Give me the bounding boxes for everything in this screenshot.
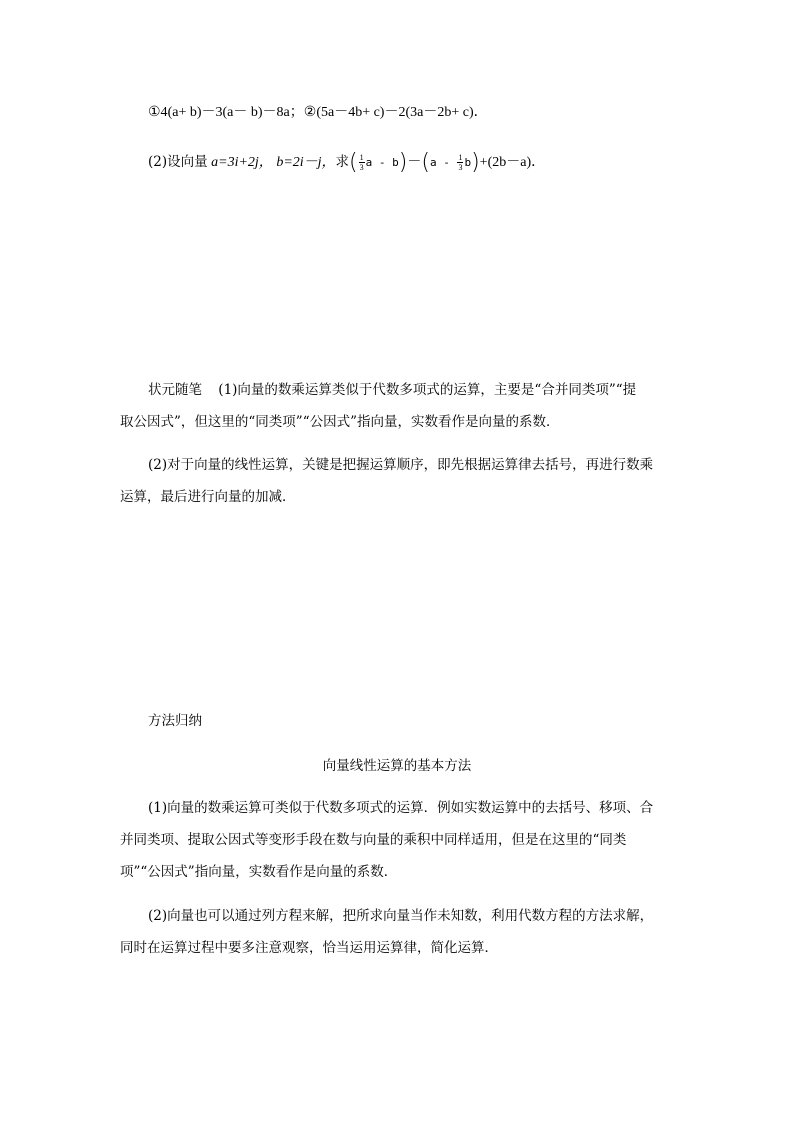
expression-a-minus: a - — [429, 156, 457, 169]
fraction-one-third-2 — [457, 153, 463, 172]
right-paren-2: ) — [471, 149, 480, 175]
expression-2: (5a－4b+ c)－2(3a－2b+ c) — [316, 105, 474, 120]
exercise-line-1 — [148, 103, 488, 123]
left-paren-2: ( — [421, 149, 430, 175]
tip-p2-line2: 运算，最后进行向量的加减． — [120, 489, 296, 505]
fraction-numerator: 1 — [359, 153, 364, 163]
expression-1: (a+ b)－3(a－ b)－8a — [167, 105, 290, 120]
left-paren-1: ( — [349, 149, 358, 175]
fraction-denominator: 3 — [359, 163, 364, 173]
question-label: (2)设向量 — [148, 154, 208, 170]
fraction-denominator: 3 — [458, 163, 463, 173]
expression-tail: +(2b－a)． — [479, 155, 546, 170]
method-p1-line3: 项”“公因式”指向量，实数看作是向量的系数． — [120, 864, 398, 880]
fraction-numerator: 1 — [458, 153, 463, 163]
method-label: 方法归纳 — [148, 713, 202, 729]
method-p1-line1: (1)向量的数乘运算可类似于代数多项式的运算．例如实数运算中的去括号、移项、合 — [148, 800, 654, 816]
minus-sign: － — [407, 155, 422, 170]
method-p1-line2: 并同类项、提取公因式等变形手段在数与向量的乘积中同样适用，但是在这里的“同类 — [120, 832, 627, 848]
vector-b-definition: b=2i－j， — [276, 155, 336, 170]
circle-number-2: ② — [303, 105, 317, 120]
separator: ； — [289, 105, 304, 120]
tip-p2-line1: (2)对于向量的线性运算，关键是把握运算顺序，即先根据运算律去括号，再进行数乘 — [148, 457, 654, 473]
expression-b: b — [464, 156, 472, 169]
expression-a-minus-b: a - b — [365, 156, 399, 169]
method-p2-line1: (2)向量也可以通过列方程来解，把所求向量当作未知数，利用代数方程的方法求解， — [148, 908, 654, 924]
method-p2-line2: 同时在运算过程中要多注意观察，恰当运用运算律，简化运算． — [120, 940, 498, 956]
vector-a-definition: a=3i+2j， — [211, 155, 273, 170]
tip-line-1 — [148, 380, 636, 400]
ask-label: 求 — [335, 154, 350, 170]
exercise-number: ①4 — [148, 105, 168, 120]
tip-p1-line1: (1)向量的数乘运算类似于代数多项式的运算，主要是“合并同类项”“提 — [218, 382, 637, 398]
tip-p1-line2: 取公因式”，但这里的“同类项”“公因式”指向量，实数看作是向量的系数． — [120, 414, 560, 430]
period: ． — [473, 105, 488, 120]
tip-label: 状元随笔 — [148, 382, 202, 398]
right-paren-1: ) — [398, 149, 408, 175]
exercise-line-2 — [148, 150, 545, 175]
fraction-one-third-1 — [359, 153, 365, 172]
method-title: 向量线性运算的基本方法 — [322, 758, 472, 774]
